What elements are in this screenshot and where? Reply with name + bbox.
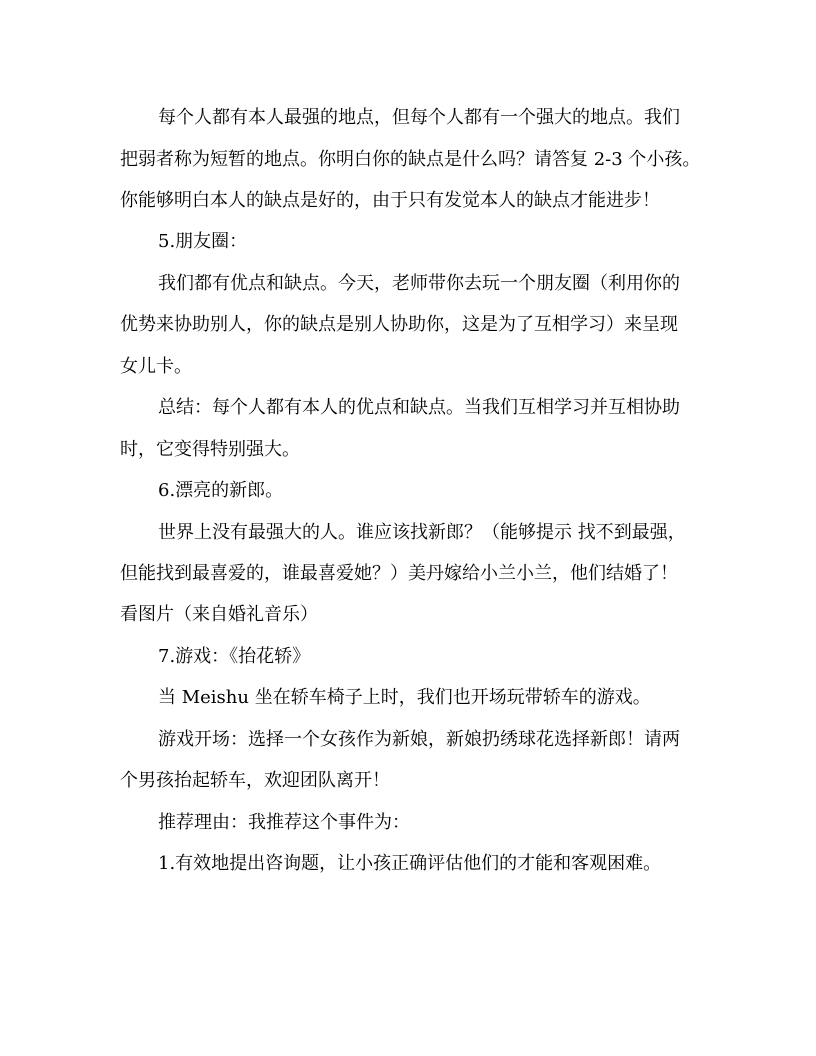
paragraph-line: 总结：每个人都有本人的优点和缺点。当我们互相学习并互相协助 xyxy=(158,397,680,418)
paragraph-line: 每个人都有本人最强的地点，但每个人都有一个强大的地点。我们 xyxy=(158,107,680,128)
paragraph-line: 看图片（来自婚礼音乐） xyxy=(120,604,318,625)
paragraph-line: 世界上没有最强大的人。谁应该找新郎？（能够提示 找不到最强， xyxy=(158,522,686,543)
paragraph-line: 我们都有优点和缺点。今天，老师带你去玩一个朋友圈（利用你的 xyxy=(158,273,680,294)
section-heading: 5.朋友圈： xyxy=(158,231,248,252)
paragraph-line: 游戏开场：选择一个女孩作为新娘，新娘扔绣球花选择新郎！请两 xyxy=(158,729,680,750)
paragraph-line: 时，它变得特别强大。 xyxy=(120,439,300,460)
section-heading: 7.游戏：《抬花轿》 xyxy=(158,646,311,667)
paragraph-line: 优势来协助别人，你的缺点是别人协助你，这是为了互相学习）来呈现 xyxy=(120,314,678,335)
section-heading: 6.漂亮的新郎。 xyxy=(158,480,284,501)
paragraph-line: 把弱者称为短暂的地点。你明白你的缺点是什么吗？请答复 2-3 个小孩。 xyxy=(120,149,701,170)
paragraph-line: 当 Meishu 坐在轿车椅子上时，我们也开场玩带轿车的游戏。 xyxy=(158,687,651,708)
paragraph-line: 你能够明白本人的缺点是好的，由于只有发觉本人的缺点才能进步！ xyxy=(120,190,660,211)
paragraph-line: 女儿卡。 xyxy=(120,356,192,377)
list-item: 1.有效地提出咨询题，让小孩正确评估他们的才能和客观困难。 xyxy=(158,853,662,874)
paragraph-line: 个男孩抬起轿车，欢迎团队离开！ xyxy=(120,770,390,791)
paragraph-line: 但能找到最喜爱的，谁最喜爱她？）美丹嫁给小兰小兰，他们结婚了！ xyxy=(120,563,678,584)
paragraph-line: 推荐理由：我推荐这个事件为： xyxy=(158,812,410,833)
